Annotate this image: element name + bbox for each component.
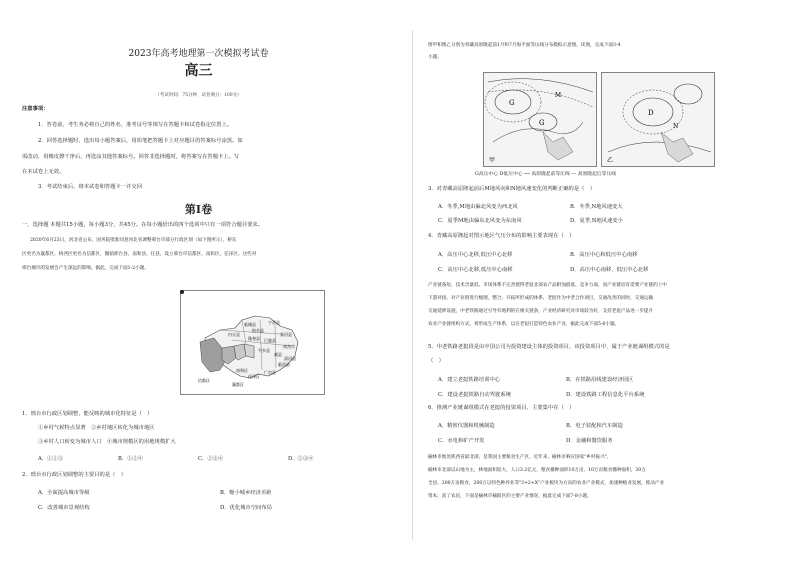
q5-option-d[interactable]: D．建设铁路工程信息化平台系统 xyxy=(566,392,645,398)
pressure-map-figure xyxy=(483,72,715,167)
fig-label: G xyxy=(539,119,545,127)
map-label: 隆尧县 xyxy=(248,336,260,341)
q1-option-c[interactable]: C．②③④ xyxy=(198,456,224,462)
q2-option-b[interactable]: B．缩小城乡经济差距 xyxy=(220,490,272,496)
xingtai-district-map xyxy=(180,290,325,395)
q4-option-b[interactable]: B．高压中心和低压中心南移 xyxy=(570,252,638,258)
passage-line: 下游对接。对产业链进行梳理，整合、开拓所形成的体系，老挝作为中老合作项目，交通改善的同时，交通运输 xyxy=(428,296,654,301)
map-label: 临城县 xyxy=(244,322,256,327)
passage-line: 交通延伸设施，中老铁路通过引导有地利的在相关链条，产业经济研究对市场较为好，支持老挝产品进一步提升 xyxy=(428,309,654,314)
q6-option-b[interactable]: B．电子装配和汽车制造 xyxy=(566,423,623,429)
q3-option-c[interactable]: C．夏季M地由偏东北风变为东南风 xyxy=(438,218,522,224)
q3-option-b[interactable]: B．冬季,N地风速变大 xyxy=(570,204,623,210)
q1-option-a[interactable]: A．①②③ xyxy=(38,456,64,462)
map-label: 平乡县 xyxy=(258,348,270,353)
map-label: 信都区 xyxy=(198,378,210,383)
map-label: 新河县 xyxy=(280,332,292,337)
q6-option-c[interactable]: C．水电和矿产开发 xyxy=(438,438,485,444)
note-item: 需改动，用橡皮擦干净后，再选涂其他答案标号。回答非选择题时，将答案写在答题卡上。写 xyxy=(22,154,240,160)
map-label: 南宫市 xyxy=(283,344,295,349)
q2-option-d[interactable]: D．优化城市空间布局 xyxy=(220,505,272,511)
note-item: 2．回答选择题时，选出每小题答案后，用铅笔把答题卡上对应题目的答案标号涂黑。如 xyxy=(38,138,243,144)
fig-label: G xyxy=(509,99,515,107)
passage2-line: 榆林市北部以山地为主，林地面积较大，人口3.2亿元，粮食播种面积10万亩，10万亩粮食播种面积，30万 xyxy=(428,468,646,473)
q4-option-c[interactable]: C．高压中心北移,低压中心南移 xyxy=(438,267,513,273)
passage-line: 农业产业链组织方式，将形成生产体系，以在老挝打造特色农业产业，据此完成下面5-6小题。 xyxy=(428,322,620,327)
question-5-paren: （ ） xyxy=(428,358,444,364)
map-label: 临西县 xyxy=(278,362,290,367)
q6-option-d[interactable]: D．金融和餐饮服务 xyxy=(566,438,613,444)
q4-option-d[interactable]: D．高压中心南移、低压中心北移 xyxy=(570,267,649,273)
q4-option-a[interactable]: A．高压中心北移,低压中心北移 xyxy=(438,252,513,258)
map-label: 任泽区 xyxy=(248,374,260,379)
q1-option-b[interactable]: B．①②④ xyxy=(118,456,144,462)
q5-option-c[interactable]: C．建设老挝铁路自动驾驶系统 xyxy=(438,392,511,398)
passage-line: 产业链条短、技术含量低、市场体系不完善使得老挝北部农产品附加值低、竞争力弱，而产业链培育需要产业链的上中 xyxy=(428,283,667,288)
right-intro: 图甲和图乙分别为青藏高原隆起前1月和7月海平面等压线分布模拟示意图。读图，完成下面3-4 xyxy=(428,43,621,48)
note-item: 1．答卷前，考生务必将自己的姓名、准考证号等填写在答题卡和试卷指定位置上。 xyxy=(38,122,233,128)
question-5-stem: 5．中老铁路老挝段是由中国公司为投资建设主体的投资项目，该投资项目中，属于产业链谋组模式的是 xyxy=(428,344,670,350)
passage2-line: 资本，富了农民，下面是榆林市榆阳区的主要产业情况，据此完成下面7-8小题。 xyxy=(428,494,592,499)
q5-option-a[interactable]: A．建立老挝铁路培训中心 xyxy=(438,377,501,383)
question-1-stem: 1．邢台市行政区划调整，能反映的城市化特征是（ ） xyxy=(22,411,153,417)
map-label: 襄都区 xyxy=(232,382,244,387)
section-title: 第Ⅰ卷 xyxy=(184,203,213,216)
fig-label: D xyxy=(648,109,654,117)
intro-line: 2020年6月23日，河北省公布，国务院批准同意河北省调整邢台市部分行政区划（如下图所示），桥东 xyxy=(30,238,237,243)
figure-legend: G高压中心 D低压中心 ── 高原隆起前等压线 --- 高原隆起后等压线 xyxy=(475,172,617,177)
question-2-stem: 2．邢台市行政区划调整的主要目的是（ ） xyxy=(22,472,127,478)
note-item: 3．考试结束后，将本试卷和答题卡一并交回 xyxy=(38,184,143,190)
map-label: 宁晋县 xyxy=(268,320,280,325)
question-1-line: ①乡村气候特点显著 ②乡村地区转化为城市地区 xyxy=(38,425,155,431)
fig-label: 乙 xyxy=(607,157,614,164)
q5-option-b[interactable]: B．在铁路沿线建设经济园区 xyxy=(566,377,634,383)
passage2-line: 榆林市地处陕西省最北部，是我国主要粮食生产区，近年来，榆林市响应国家"乡村振兴"， xyxy=(428,455,612,460)
fig-label: 甲 xyxy=(489,157,496,164)
intro-line: 区更名为襄都区，桥西区更名为信都区，撤销邢台县、南和县、任县，设立邢台市信都区、南和区、任泽区。这些对 xyxy=(22,252,257,257)
intro-line: 邢台城市的发展会产生深远的影响。据此，完成下面1-2小题。 xyxy=(22,266,149,271)
question-1-line: ③乡村人口转变为城市人口 ④城市规模区的用地规模扩大 xyxy=(38,439,176,445)
q3-option-d[interactable]: D．夏季,N地风速变小 xyxy=(570,218,623,224)
notes-heading: 注意事项： xyxy=(22,106,49,112)
q2-option-c[interactable]: C．改善城市景观结构 xyxy=(38,505,90,511)
grade-label: 高三 xyxy=(184,63,213,79)
right-intro: 小题。 xyxy=(428,55,442,60)
q2-option-a[interactable]: A．全面提高城市等级 xyxy=(38,490,90,496)
map-label: 清河县 xyxy=(284,356,296,361)
map-label: 威县 xyxy=(274,352,282,357)
exam-title: 2023年高考地理第一次模拟考试卷 xyxy=(128,49,269,59)
map-label: 柏乡县 xyxy=(252,328,264,333)
fig-label: N xyxy=(673,123,679,130)
map-label: 南和区 xyxy=(236,368,248,373)
passage2-line: 全县，200万亩粮食，200万以特色种养业等"3+2+X"产业板块为方向的农业产业模式，加速种植业发展，推动产业 xyxy=(428,481,665,486)
map-label: 内丘县 xyxy=(228,332,240,337)
column-divider xyxy=(412,30,413,540)
map-label: 广宗县 xyxy=(264,370,276,375)
q6-option-a[interactable]: A．精密仪器和机械制造 xyxy=(438,423,495,429)
intro-line: 一、选择题 本题共15小题，每小题3分，共45分。在每小题给出的四个选项中只有一项符合题目要求。 xyxy=(22,222,264,228)
fig-label: M xyxy=(555,92,562,99)
map-label: 巨鹿县 xyxy=(264,338,276,343)
question-6-stem: 6．推测产业链谋组模式在老挝的投资项目，主要集中在（ ） xyxy=(428,405,575,411)
note-item: 在本试卷上无效。 xyxy=(22,169,65,175)
q3-option-a[interactable]: A．冬季,M地由偏北风变为西北风 xyxy=(438,204,518,210)
q1-option-d[interactable]: D．①③④ xyxy=(288,456,314,462)
exam-meta: （考试时间：75分钟 试卷满分：100分） xyxy=(155,93,242,98)
question-3-stem: 3．对青藏高原隆起前后M地风向和N地风速变化的判断正确的是（ ） xyxy=(428,186,596,192)
question-4-stem: 4．青藏高原隆起对图示地区气压分布的影响主要表现在（ ） xyxy=(428,233,575,239)
